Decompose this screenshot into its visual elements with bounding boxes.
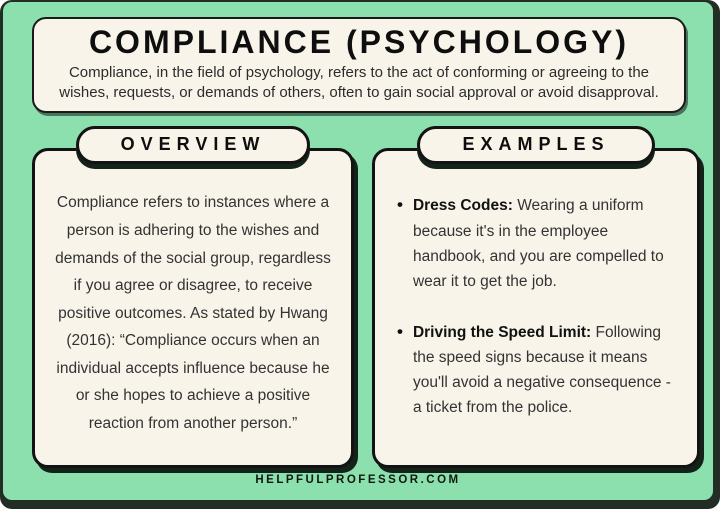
list-item: [397, 193, 679, 293]
site-attribution: HELPFULPROFESSOR.COM: [255, 474, 461, 486]
example-label: Dress Codes:: [412, 197, 513, 215]
overview-body-text: Compliance refers to instances where a person is adhering to the wishes and demands of the social group, regardless if you agree or disagree, to receive positive outcomes. As stated by Hwang (2016): “Compliance occurs when an individual accepts influence because he or she hopes to achieve a positive reaction from another person.”: [55, 194, 331, 433]
example-body: Wearing a uniform because it's in the employee handbook, and you are compelled to wear it to get the job.: [412, 197, 664, 290]
list-item: [397, 320, 679, 420]
overview-card: [32, 148, 354, 468]
title-card: [32, 17, 686, 113]
example-text: [413, 193, 679, 293]
page-subtitle: Compliance, in the field of psychology, refers to the act of conforming or agreeing to the wishes, requests, or demands of others, often to gain social approval or avoid disapproval.: [59, 63, 659, 101]
green-canvas: [3, 2, 713, 500]
examples-column: [372, 126, 700, 468]
overview-column: [32, 126, 354, 468]
example-label: Driving the Speed Limit:: [412, 323, 592, 341]
examples-heading-pill: [417, 126, 654, 164]
example-text: [413, 320, 679, 420]
overview-heading-label: OVERVIEW: [120, 134, 266, 155]
content-columns: [3, 113, 713, 468]
examples-card: [372, 148, 700, 468]
examples-list: [387, 187, 685, 420]
example-body: Following the speed signs because it means you'll avoid a negative consequence - a ticket from the police.: [412, 323, 671, 417]
bullet-icon: •: [397, 195, 403, 215]
bullet-icon: •: [397, 321, 403, 341]
page-title: COMPLIANCE (PSYCHOLOGY): [88, 24, 630, 60]
examples-heading-label: EXAMPLES: [462, 134, 610, 155]
footer: [3, 470, 713, 500]
overview-heading-pill: [76, 126, 311, 164]
